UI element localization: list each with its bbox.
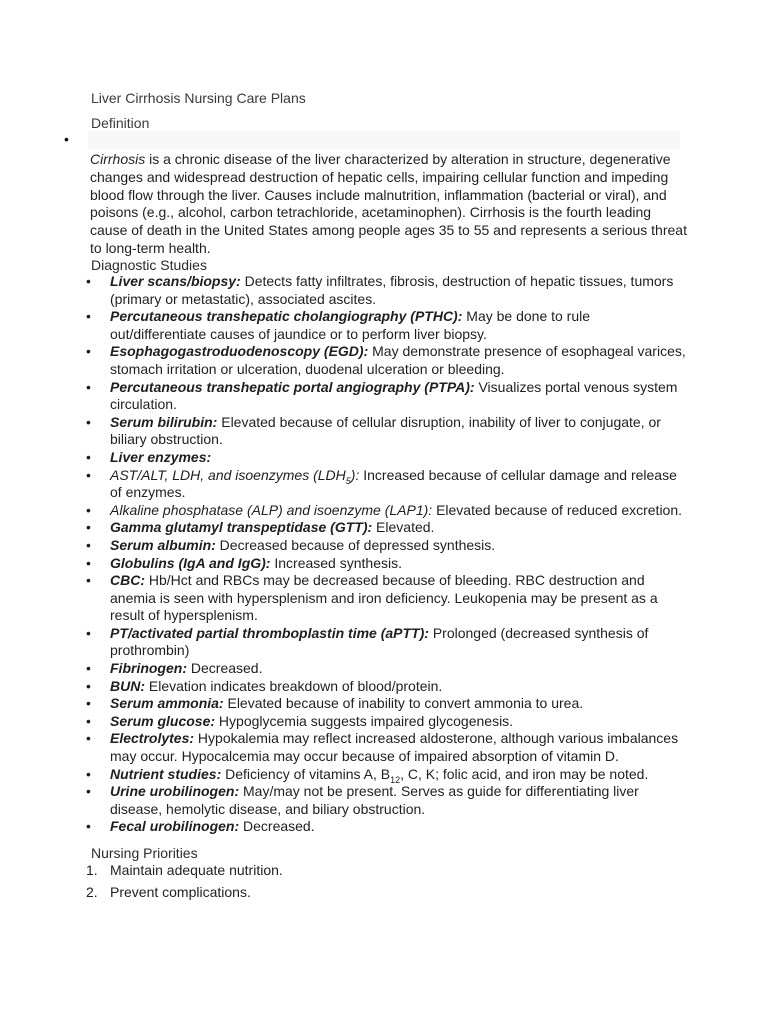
diagnostic-text: Hb/Hct and RBCs may be decreased because of bleeding. RBC destruction and anemia is seen with hypersplenism and iron deficiency. Leukopenia may be present as a result of hypersplenism. bbox=[110, 572, 658, 624]
bullet-glyph: • bbox=[64, 131, 69, 147]
diagnostic-item bbox=[0, 783, 768, 818]
diagnostic-item bbox=[0, 414, 768, 449]
priority-item bbox=[0, 883, 768, 901]
diagnostic-item bbox=[0, 273, 768, 308]
diagnostic-term: AST/ALT, LDH, and isoenzymes $(LDH_5)$: bbox=[110, 466, 360, 486]
diagnostic-text: May be done to rule out/differentiate causes of jaundice or to perform liver biopsy. bbox=[110, 308, 591, 342]
diagnostic-item bbox=[0, 555, 768, 573]
priority-number: 1. bbox=[86, 862, 98, 878]
priority-number: 2. bbox=[86, 884, 98, 900]
diagnostic-term: BUN: bbox=[110, 677, 145, 694]
diagnostic-item bbox=[0, 467, 768, 502]
diagnostic-term: PT/activated partial thromboplastin time (aPTT): bbox=[110, 624, 429, 641]
diagnostic-text: Elevated because of inability to convert ammonia to urea. bbox=[223, 695, 584, 712]
diagnostic-term: CBC: bbox=[110, 572, 145, 589]
diagnostic-text: Decreased because of depressed synthesis. bbox=[215, 536, 496, 553]
diagnostic-item bbox=[0, 343, 768, 378]
priority-text: Prevent complications. bbox=[110, 884, 251, 900]
diagnostic-item bbox=[0, 572, 768, 625]
diagnostic-item bbox=[0, 695, 768, 713]
diagnostic-item bbox=[0, 625, 768, 660]
diagnostic-term-end: ): bbox=[350, 466, 360, 483]
diagnostic-text: Increased synthesis. bbox=[270, 554, 402, 571]
diagnostic-studies-heading: Diagnostic Studies bbox=[91, 257, 207, 273]
diagnostic-term: Serum albumin: bbox=[110, 536, 216, 553]
diagnostic-term: Gamma glutamyl transpeptidase (GTT): bbox=[110, 519, 373, 536]
diagnostic-term: Urine urobilinogen: bbox=[110, 783, 240, 800]
priority-text: Maintain adequate nutrition. bbox=[110, 862, 283, 878]
nursing-priorities-heading: Nursing Priorities bbox=[91, 845, 198, 861]
diagnostic-item bbox=[0, 449, 768, 467]
highlight-bar bbox=[88, 131, 680, 149]
diagnostic-term: Fecal urobilinogen: bbox=[110, 818, 240, 835]
diagnostic-studies-list bbox=[0, 273, 768, 836]
diagnostic-text: Elevation indicates breakdown of blood/protein. bbox=[145, 677, 443, 694]
diagnostic-text: Detects fatty infiltrates, fibrosis, destruction of hepatic tissues, tumors (primary or metastatic), associated ascites. bbox=[110, 273, 674, 307]
diagnostic-text: Visualizes portal venous system circulation. bbox=[110, 378, 678, 413]
diagnostic-term: Liver enzymes: bbox=[110, 448, 212, 465]
definition-paragraph bbox=[90, 151, 690, 258]
diagnostic-item bbox=[0, 766, 768, 784]
diagnostic-item bbox=[0, 713, 768, 731]
priority-item bbox=[0, 861, 768, 879]
diagnostic-term: Esophagogastroduodenoscopy (EGD): bbox=[110, 343, 369, 360]
diagnostic-text: Decreased. bbox=[239, 818, 315, 835]
diagnostic-text: Deficiency of vitamins A, B bbox=[221, 765, 391, 782]
diagnostic-item bbox=[0, 379, 768, 414]
diagnostic-term: Globulins (IgA and IgG): bbox=[110, 554, 271, 571]
diagnostic-term: Electrolytes: bbox=[110, 730, 195, 747]
diagnostic-term: Percutaneous transhepatic portal angiography (PTPA): bbox=[110, 378, 475, 395]
definition-heading: Definition bbox=[91, 115, 150, 131]
diagnostic-item bbox=[0, 519, 768, 537]
subscript: 12 bbox=[390, 774, 401, 785]
diagnostic-text: Increased because of cellular damage and release of enzymes. bbox=[110, 466, 677, 501]
nursing-priorities-list bbox=[0, 861, 768, 905]
diagnostic-text: Elevated. bbox=[372, 519, 435, 536]
diagnostic-text: May demonstrate presence of esophageal varices, stomach irritation or ulceration, duodenal ulceration or bleeding. bbox=[110, 343, 686, 377]
diagnostic-text: Hypoglycemia suggests impaired glycogenesis. bbox=[215, 712, 514, 729]
diagnostic-item bbox=[0, 730, 768, 765]
diagnostic-text: Prolonged (decreased synthesis of prothrombin) bbox=[110, 624, 649, 659]
diagnostic-item bbox=[0, 660, 768, 678]
diagnostic-term: Serum bilirubin: bbox=[110, 413, 218, 430]
diagnostic-item bbox=[0, 678, 768, 696]
diagnostic-text: Elevated because of reduced excretion. bbox=[432, 501, 683, 518]
diagnostic-text: May/may not be present. Serves as guide for differentiating liver disease, hemolytic disease, and biliary obstruction. bbox=[110, 783, 639, 817]
diagnostic-item bbox=[0, 502, 768, 520]
diagnostic-item bbox=[0, 537, 768, 555]
diagnostic-item bbox=[0, 308, 768, 343]
diagnostic-term: Serum glucose: bbox=[110, 712, 216, 729]
subscript: 5 bbox=[345, 475, 351, 486]
diagnostic-item bbox=[0, 818, 768, 836]
document-title: Liver Cirrhosis Nursing Care Plans bbox=[91, 90, 306, 106]
diagnostic-term: Serum ammonia: bbox=[110, 695, 224, 712]
definition-term: Cirrhosis bbox=[90, 151, 146, 167]
definition-text: is a chronic disease of the liver characterized by alteration in structure, degenerative changes and widespread destruction of hepatic cells, impairing cellular function and impeding blood flow through the liver. Causes include malnutrition, inflammation (bacterial or viral), and poisons (e.g., alcohol, carbon tetrachloride, acetaminophen). Cirrhosis is the fourth leading cause of death in the United States among people ages 35 to 55 and represents a serious threat to long-term health. bbox=[90, 151, 687, 256]
diagnostic-text: Elevated because of cellular disruption, inability of liver to conjugate, or biliary obstruction. bbox=[110, 413, 661, 448]
diagnostic-term: Liver scans/biopsy: bbox=[110, 273, 241, 289]
diagnostic-text: Hypokalemia may reflect increased aldosterone, although various imbalances may occur. Hypocalcemia may occur because of impaired absorption of vitamin D. bbox=[110, 730, 679, 765]
diagnostic-term: Fibrinogen: bbox=[110, 660, 187, 677]
diagnostic-text-after: , C, K; folic acid, and iron may be noted. bbox=[400, 765, 649, 782]
diagnostic-term: Percutaneous transhepatic cholangiography (PTHC): bbox=[110, 308, 463, 325]
diagnostic-term: Nutrient studies: bbox=[110, 765, 222, 782]
diagnostic-term: Alkaline phosphatase (ALP) and isoenzyme (LAP1): bbox=[110, 501, 433, 518]
diagnostic-text: Decreased. bbox=[187, 660, 263, 677]
